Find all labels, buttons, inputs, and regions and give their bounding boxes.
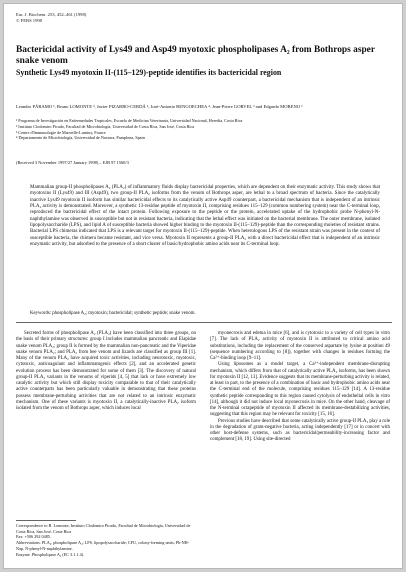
keywords-line: Keywords: phospholipase A₂; myotoxin; bactericidal; synthetic peptide; snake venom.	[30, 311, 196, 316]
affiliation: ³ Centre d'Immunologie de Marseille-Luminy, France	[16, 129, 106, 135]
section-divider	[16, 322, 392, 323]
footnote-divider	[16, 520, 76, 521]
paper-subtitle: Synthetic Lys49 myotoxin II-(115–129)-peptide identifies its bactericidal region	[16, 68, 282, 77]
footnotes	[16, 523, 196, 558]
body-paragraph: Previous studies have described that some catalytically active group-II PLA₂ play a role in the degradation of gram-negative bacteria, acting independently [17] or in concert with other host-defense systems, such as bactericidal/permeability-increasing factor and complement [18, 19]. Using site-directed	[210, 418, 391, 443]
journal-header	[16, 12, 86, 24]
author-list: Leandro PÁRAMO ¹, Bruno LOMONTE ², Javier PIZARRO-CERDÁ ³, José-Antonio BENGOECHEA ⁴, Jean-Pierre GORVEL ³ and Edgardo MORENO ¹	[16, 104, 303, 109]
abstract-text: Mammalian group-II phospholipases A₂ (PLA₂) of inflammatory fluids display bactericidal properties, which are dependent on their enzymatic activity. This study shows that myotoxins II (Lys49) and III (Asp49), two group-II PLA₂ isoforms from the venom of Bothrops asper, are lethal to a broad spectrum of bacteria. Since the catalytically inactive Lys49 myotoxin II isoform has similar bactericidal effects to its catalytically active Asp49 counterpart, a bactericidal mechanism that is independent of an intrinsic PLA₂ activity is demonstrated. Moreover, a synthetic 13-residue peptide of myotoxin II, comprising residues 115–129 (common numbering system) near the C-terminal loop, reproduced the bactericidal effect of the intact protein. Following exposure to the peptide or the protein, accelerated uptake of the hydrophobic probe N-phenyl-N-naphthylamine was observed in susceptible but not in resistant bacteria, indicating that the lethal effect was initiated on the bacterial membrane. The outer membrane, isolated lipopolysaccharide (LPS), and lipid A of susceptible bacteria showed higher binding to the myotoxin II-(115–129)-peptide than the corresponding moieties of resistant strains. Bacterial LPS chimeras indicated that LPS is a relevant target for myotoxin II-(115–129)-peptide. When heterologous LPS of the resistant strain was present in the context of susceptible bacteria, the chimera became resistant, and vice versa. Myotoxin II represents a group-II PLA₂ with a direct bactericidal effect that is independent of an intrinsic enzymatic activity, but adsorbed to the presence of a short cluster of basic/hydrophobic amino acids near its C-terminal loop.	[30, 185, 380, 248]
body-paragraph: Using liposomes as a model target, a Ca²⁺-independent membrane-disrupting mechanism, which differs from that of catalytically active PLA₂ isoforms, has been shown for myotoxin II [12, 13]. Evidence suggests that its membrane-perturbing activity is related, at least in part, to the presence of a combination of basic and hydrophobic amino acids near the C-terminal end of the molecule, comprising residues 115–129 [14]. A 13-residue synthetic peptide corresponding to this region caused cytolysis of endothelial cells in vitro [14], although it did not induce local myonecrosis in mice. On the other hand, cleavage of the N-terminal octapeptide of myotoxin II affected its membrane-destabilizing activities, suggesting that this region may be relevant for toxicity [15, 16].	[210, 362, 390, 418]
affiliation: ² Instituto Clodomiro Picado, Facultad de Microbiología, Universidad de Costa Rica, San José, Costa Rica	[16, 123, 195, 129]
received-dates: (Received 3 November 1997/27 January 1998) – EJB 97 1560/3	[16, 160, 129, 165]
footnote-abbreviations: Abbreviations. PLA₂, phospholipase A₂; LPS, lipopolysaccharide; CFU, colony-forming units; Ph-NH-Nap, N-phenyl-N-naphthylamine.	[16, 540, 190, 551]
body-column-left	[16, 331, 196, 412]
body-paragraph: Secreted forms of phospholipase A₂ (PLA₂) have been classified into three groups, on the basis of their primary structures: group I includes mammalian pancreatic and Elapidae snake venom PLA₂; group II is formed by the mammalian non-pancreatic and the Viperidae snake venom PLA₂; and PLA₂ from bee venom and lizards are classified as group III [1]. Many of the venom PLA₂ have acquired toxic activities, including neurotoxic, myotoxic, cytotoxic, anticoagulant and inflammatogenic effects [2], and an accelerated genetic evolution process has been demonstrated for some of them [3]. The discovery of natural group-II PLA₂ variants in the venoms of viperids [4, 5] that lack or have extremely low catalytic activity but which still display toxicity comparable to that of their catalytically active counterparts has been particularly valuable in demonstrating that these proteins possess membrane-perturbing activities that are not related to an intrinsic enzymatic mechanism. One of these variants is myotoxin II, a catalytically-inactive PLA₂ isoform isolated from the venom of Bothrops asper, which induces local	[16, 331, 196, 411]
affiliation: ¹ Programa de Investigación en Enfermedades Tropicales, Escuela de Medicina Veterinaria, Universidad Nacional, Heredia, Costa Rica	[16, 118, 243, 123]
footnote-correspondence: Correspondence to B. Lomonte, Instituto Clodomiro Picado, Facultad de Microbiología, Universidad de Costa Rica, San José, Costa Rica	[16, 523, 191, 534]
paper-page	[3, 3, 403, 569]
copyright-notice: © FEBS 1998	[16, 18, 42, 23]
footnote-enzyme: Enzyme. Phospholipase A₂ (EC 3.1.1.4).	[16, 551, 85, 557]
affiliation: ⁴ Departamento de Microbiología, Universidad de Navarra, Pamplona, Spain	[16, 135, 145, 141]
title-block	[16, 45, 392, 78]
footnote-fax: Fax: +506 292 0485.	[16, 534, 51, 540]
paper-title: Bactericidal activity of Lys49 and Asp49 myotoxic phospholipases A₂ from Bothrops asper snake venom	[16, 45, 375, 66]
body-paragraph: myonecrosis and edema in mice [6], and is cytotoxic to a variety of cell types in vitro [7]. The lack of PLA₂ activity of myotoxin II is attributed to critical amino acid substitutions, including the replacement of the conserved aspartate by lysine at position 49 (sequence numbering according to [8]), together with changes in residues forming the Ca²⁺-binding loop [9–11].	[210, 331, 390, 361]
body-column-right	[210, 331, 390, 444]
affiliation-list	[16, 118, 392, 141]
journal-citation: Eur. J. Biochem. 253, 452–461 (1998)	[16, 12, 87, 17]
